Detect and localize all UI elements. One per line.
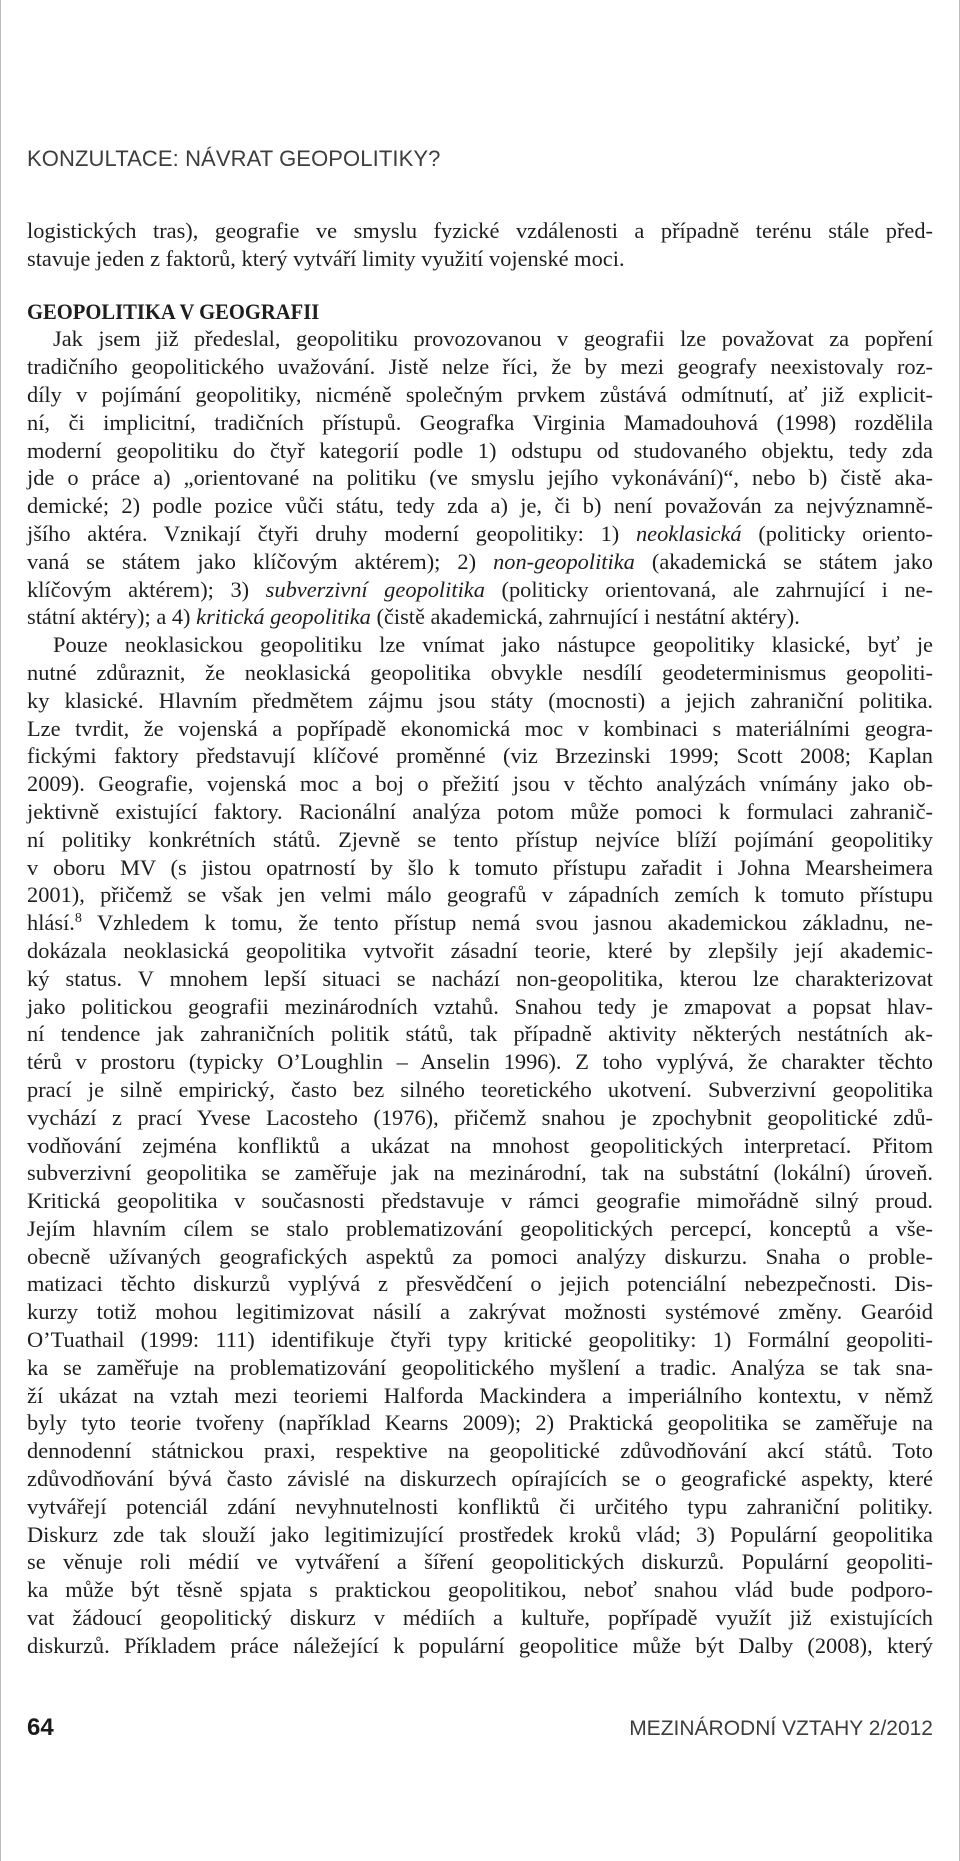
text-line: státní aktéry); a 4) kritická geopolitika (čistě akademická, zahrnující i nestátní aktéry). [27,604,800,630]
text-line: ky klasické. Hlavním předmětem zájmu jsou státy (mocnosti) a jejich zahraniční politika. [27,687,933,713]
text-line: díly v pojímání geopolitiky, nicméně společným prvkem zůstává odmítnutí, ať již explicit- [27,381,933,407]
journal-footer: MEZINÁRODNÍ VZTAHY 2/2012 [629,1717,933,1740]
text-line: klíčovým aktérem); 3) subverzivní geopolitika (politicky orientovaná, ale zahrnující i ne- [27,576,933,602]
text-line: ní, či implicitní, tradičních přístupů. Geografka Virginia Mamadouhová (1998) rozdělila [27,409,933,435]
text-line: Lze tvrdit, že vojenská a popřípadě ekonomická moc v kombinaci s materiálními geogra- [27,715,933,741]
text-line: subverzivní geopolitika se zaměřuje jak na mezinárodní, tak na substátní (lokální) úroveň. [27,1160,933,1186]
text-line: hlásí.$^8$ Vzhledem k tomu, že tento přístup nemá svou jasnou akademickou základnu, ne- [27,910,933,936]
text-line: vaná se státem jako klíčovým aktérem); 2) non-geopolitika (akademická se státem jako [27,548,933,574]
text-line: ka se zaměřuje na problematizování geopolitického myšlení a tradic. Analýza se tak sna- [27,1354,933,1380]
text-line: moderní geopolitiku do čtyř kategorií podle 1) odstupu od studovaného objektu, tedy zda [27,437,933,463]
text-line: fickými faktory představují klíčové proměnné (viz Brzezinski 1999; Scott 2008; Kaplan [27,743,933,769]
text-line: ní politiky konkrétních států. Zjevně se tento přístup nejvíce blíží pojímání geopolitiky [27,826,933,852]
text-line: ní tendence jak zahraničních politik států, tak případně aktivity některých nestátních ak- [27,1021,933,1047]
text-line: vychází z prací Yvese Lacosteho (1976), přičemž snahou je zpochybnit geopolitické zdů- [27,1104,933,1130]
text-line: Jejím hlavním cílem se stalo problematizování geopolitických percepcí, konceptů a vše- [27,1215,933,1241]
text-line: ký status. V mnohem lepší situaci se nachází non-geopolitika, kterou lze charakterizovat [27,965,933,991]
text-line: byly tyto teorie tvořeny (například Kearns 2009); 2) Praktická geopolitika se zaměřuje na [27,1410,933,1436]
text-line: stavuje jeden z faktorů, který vytváří limity využití vojenské moci. [27,245,625,271]
text-line: Diskurz zde tak slouží jako legitimizující prostředek kroků vlád; 3) Populární geopolitika [27,1521,933,1547]
text-line: obecně užívaných geografických aspektů za pomoci analýzy diskurzu. Snaha o proble- [27,1243,933,1269]
text-line: v oboru MV (s jistou opatrností by šlo k tomuto přístupu zařadit i Johna Mearsheimera [27,854,933,880]
term-subverzivni: subverzivní geopolitika [265,576,485,602]
text-line: vodňování zejména konfliktů a ukázat na mnohost geopolitických interpretací. Přitom [27,1132,933,1158]
page-left-edge [0,0,1,1861]
text-line: térů v prostoru (typicky O’Loughlin – Anselin 1996). Z toho vyplývá, že charakter těchto [27,1049,933,1075]
text-line: ka může být těsně spjata s praktickou geopolitikou, neboť snahou vlád bude podporo- [27,1577,933,1603]
text-line: Pouze neoklasickou geopolitiku lze vnímat jako nástupce geopolitiky klasické, byť je [53,632,933,658]
article-body [27,217,933,1660]
text-line: jektivně existující faktory. Racionální analýza potom může pomoci k formulaci zahranič- [27,798,933,824]
text-line: ží ukázat na vztah mezi teoriemi Halforda Mackindera a imperiálního kontextu, v němž [27,1382,933,1408]
text-line: zdůvodňování bývá často závislé na diskurzech opírajících se o geografické aspekty, které [27,1466,933,1492]
text-line: O’Tuathail (1999: 111) identifikuje čtyři typy kritické geopolitiky: 1) Formální geopoliti- [27,1327,933,1353]
running-head: KONZULTACE: NÁVRAT GEOPOLITIKY? [27,146,441,171]
text-line: logistických tras), geografie ve smyslu fyzické vzdálenosti a případně terénu stále před- [27,218,933,243]
text-line: tradičního geopolitického uvažování. Jistě nelze říci, že by mezi geografy neexistovaly roz- [27,354,933,380]
footnote-marker[interactable]: 8 [74,911,82,927]
text-line: vat žádoucí geopolitický diskurz v médiích a kultuře, popřípadě využít již existujících [27,1605,933,1631]
text-line: diskurzů. Příkladem práce náležející k populární geopolitice může být Dalby (2008), který [27,1632,933,1658]
term-non-geopolitika: non-geopolitika [493,548,635,574]
text-line: Kritická geopolitika v současnosti představuje v rámci geografie mimořádně silný proud. [27,1188,933,1214]
text-line: vytvářejí potenciál zdání nevyhnutelnosti konfliktů či určitého typu zahraniční politiky. [27,1493,933,1519]
text-line: jako politickou geografii mezinárodních vztahů. Snahou tedy je zmapovat a popsat hlav- [27,993,933,1019]
text-line: dennodenní státnickou praxi, respektive na geopolitické zdůvodňování akcí států. Toto [27,1438,933,1464]
text-line: 2009). Geografie, vojenská moc a boj o přežití jsou v těchto analýzách vnímány jako ob- [27,771,933,797]
text-line: 2001), přičemž se však jen velmi málo geografů v západních zemích k tomuto přístupu [27,882,933,908]
term-kriticka: kritická geopolitika [196,604,371,630]
text-line: matizaci těchto diskurzů vyplývá z přesvědčení o jejich potenciální nebezpečnosti. Dis- [27,1271,933,1297]
text-line: demické; 2) podle pozice vůči státu, tedy zda a) je, či b) není považován za nejvýznamně- [27,493,933,519]
text-line: nutné zdůraznit, že neoklasická geopolitika obvykle nesdílí geodeterminismus geopoliti- [27,659,933,685]
text-line: se věnuje roli médií ve vytváření a šíření geopolitických diskurzů. Populární geopoliti- [27,1549,933,1575]
page-number: 64 [27,1714,54,1741]
term-neoklasicka: neoklasická [635,520,742,546]
text-line: kurzy totiž mohou legitimizovat násilí a zakrývat možnosti systémové změny. Gearóid [27,1299,933,1325]
text-line: prací je silně empirický, často bez silného teoretického ukotvení. Subverzivní geopolitika [27,1076,933,1102]
text-line: dokázala neoklasická geopolitika vytvořit zásadní teorie, které by zlepšily její akademic- [27,937,933,963]
section-heading: GEOPOLITIKA V GEOGRAFII [27,298,320,324]
text-line: jde o práce a) „orientované na politiku (ve smyslu jejího vykonávání)“, nebo b) čistě aka- [27,465,933,491]
text-line: jšího aktéra. Vznikají čtyři druhy moderní geopolitiky: 1) neoklasická (politicky oriento- [27,520,933,546]
text-line: Jak jsem již předeslal, geopolitiku provozovanou v geografii lze považovat za popření [53,326,933,352]
